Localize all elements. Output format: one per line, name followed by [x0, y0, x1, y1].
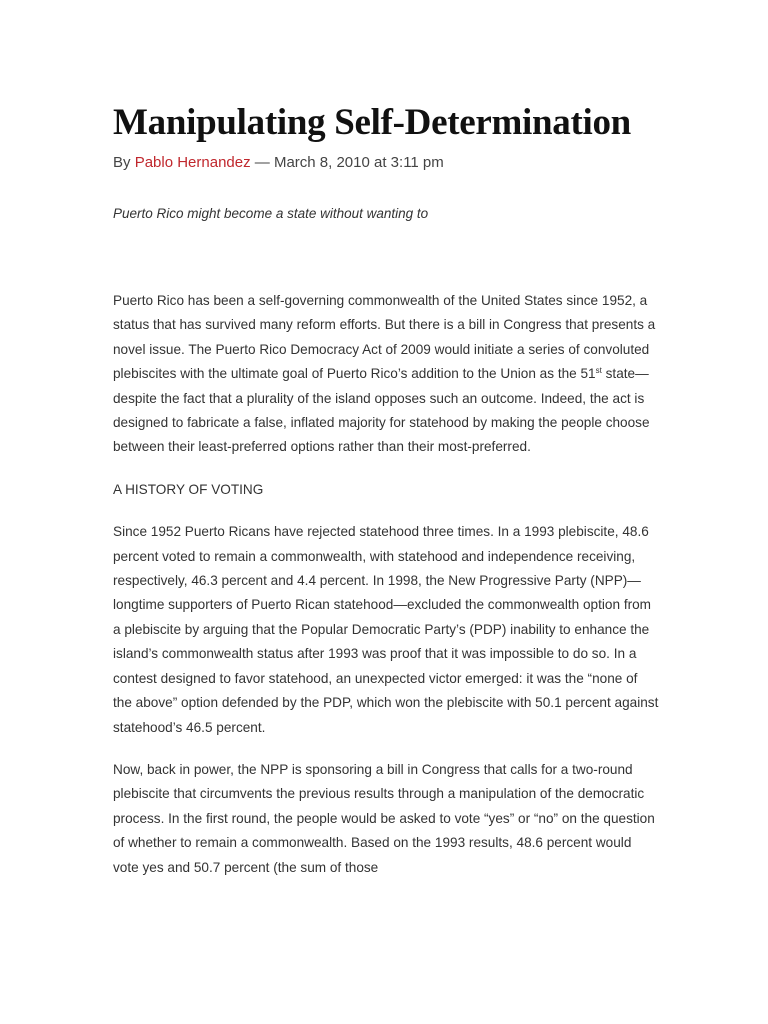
article-subtitle: Puerto Rico might become a state without wanting to	[113, 206, 429, 221]
paragraph-history: Since 1952 Puerto Ricans have rejected statehood three times. In a 1993 plebiscite, 48.6 percent voted to remain a commonwealth, with statehood and independence receiving, respectively, 46.3 percent and 4.4 percent. In 1998, the New Progressive Party (NPP)—longtime supporters of Puerto Rican statehood—excluded the commonwealth option from a plebiscite by arguing that the Popular Democratic Party’s (PDP) inability to enhance the island’s commonwealth status after 1993 was proof that it was impossible to do so. In a contest designed to favor statehood, an unexpected victor emerged: it was the “none of the above” option defended by the PDP, which won the plebiscite with 50.1 percent against statehood’s 46.5 percent.	[113, 524, 659, 735]
byline-prefix: By	[113, 154, 135, 171]
paragraph-current-bill: Now, back in power, the NPP is sponsoring a bill in Congress that calls for a two-round plebiscite that circumvents the previous results through a manipulation of the democratic process. In the first round, the people would be asked to vote “yes” or “no” on the question of whether to remain a commonwealth. Based on the 1993 results, 48.6 percent would vote yes and 50.7 percent (the sum of those	[113, 761, 655, 875]
paragraph-intro-text-2: state—despite the fact that a plurality of the island opposes such an outcome. Indeed, the act is designed to fabricate a false, inflated majority for statehood by making the people choose between their least-preferred options rather than their most-preferred.	[113, 366, 650, 455]
article	[113, 96, 659, 898]
byline	[113, 152, 659, 174]
paragraph-intro	[113, 289, 659, 460]
article-title: Manipulating Self-Determination	[113, 102, 631, 143]
section-heading: A HISTORY OF VOTING	[113, 481, 264, 497]
ordinal-suffix: st	[595, 366, 602, 376]
author-link[interactable]: Pablo Hernandez	[134, 154, 251, 171]
byline-date: — March 8, 2010 at 3:11 pm	[250, 154, 444, 171]
paragraph-intro-text-1: Puerto Rico has been a self-governing commonwealth of the United States since 1952, a status that has survived many reform efforts. But there is a bill in Congress that presents a novel issue. The Puerto Rico Democracy Act of 2009 would initiate a series of convoluted plebiscites with the ultimate goal of Puerto Rico’s addition to the Union as the 51	[113, 293, 656, 382]
article-body	[113, 289, 659, 880]
